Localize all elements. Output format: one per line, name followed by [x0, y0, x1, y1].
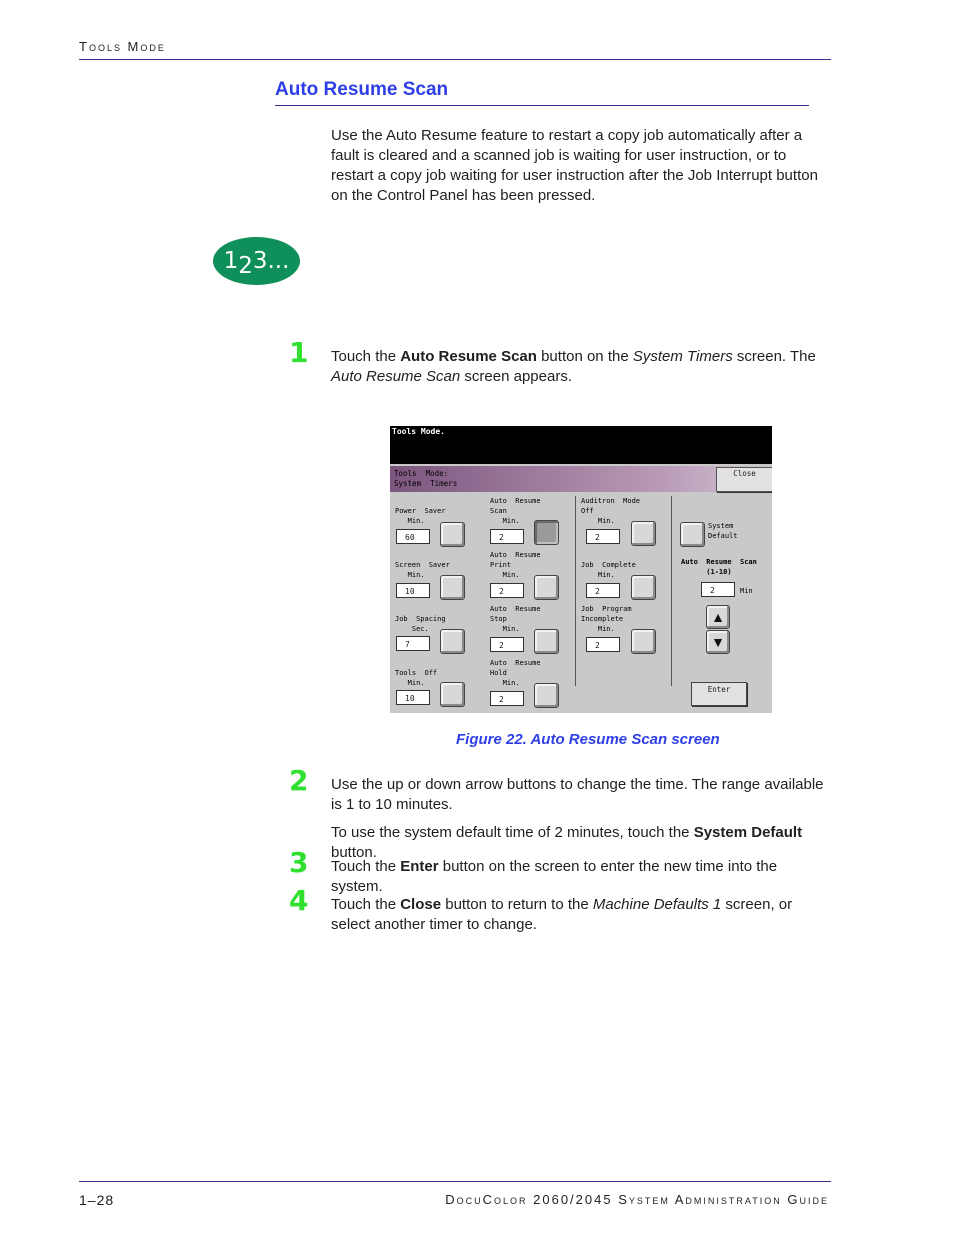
ars-value: 2	[701, 582, 735, 597]
column-divider	[575, 496, 576, 686]
job-spacing-button[interactable]	[440, 629, 465, 654]
screen-saver-button[interactable]	[440, 575, 465, 600]
step-number: 4	[289, 884, 309, 917]
up-arrow-button[interactable]	[706, 605, 730, 629]
auditron-mode-label: Auditron Mode Off Min.	[581, 497, 641, 525]
power-saver-button[interactable]	[440, 522, 465, 547]
tools-off-button[interactable]	[440, 682, 465, 707]
job-spacing-label: Job Spacing Sec.	[395, 615, 446, 633]
job-program-incomplete-button[interactable]	[631, 629, 656, 654]
step-text: Touch the Enter button on the screen to enter the new time into the system.	[331, 858, 778, 895]
auto-resume-scan-label: Auto Resume Scan Min.	[490, 497, 541, 525]
auto-resume-hold-button[interactable]	[534, 683, 559, 708]
step-number: 2	[289, 764, 309, 797]
auto-resume-hold-value: 2	[490, 691, 524, 706]
tools-off-label: Tools Off Min.	[395, 669, 438, 687]
auto-resume-stop-value: 2	[490, 637, 524, 652]
column-divider	[671, 496, 672, 686]
auto-resume-hold-label: Auto Resume Hold Min.	[490, 659, 541, 687]
job-complete-label: Job Complete Min.	[581, 561, 636, 579]
system-default-label: System Default	[708, 522, 738, 540]
footer-guide-title: DocuColor 2060/2045 System Administration Guide	[445, 1192, 829, 1207]
job-complete-value: 2	[586, 583, 620, 598]
down-arrow-button[interactable]	[706, 630, 730, 654]
screen-saver-value: 10	[396, 583, 430, 598]
screen-title-bar: Tools Mode.	[390, 426, 772, 464]
power-saver-label: Power Saver Min.	[395, 507, 446, 525]
auto-resume-stop-label: Auto Resume Stop Min.	[490, 605, 541, 633]
enter-button[interactable]: Enter	[691, 682, 747, 706]
arrow-down-icon: ▼	[711, 634, 725, 650]
job-spacing-value: 7	[396, 636, 430, 651]
tools-off-value: 10	[396, 690, 430, 705]
power-saver-value: 60	[396, 529, 430, 544]
auto-resume-stop-button[interactable]	[534, 629, 559, 654]
page-number: 1–28	[79, 1192, 115, 1208]
auto-resume-print-button[interactable]	[534, 575, 559, 600]
section-rule	[275, 105, 809, 106]
step-text: Touch the Close button to return to the Machine Defaults 1 screen, or select another timer to change.	[331, 896, 793, 933]
auto-resume-print-label: Auto Resume Print Min.	[490, 551, 541, 579]
step-number: 1	[289, 336, 309, 369]
job-program-incomplete-value: 2	[586, 637, 620, 652]
auto-resume-scan-value: 2	[490, 529, 524, 544]
job-complete-button[interactable]	[631, 575, 656, 600]
step-text: Touch the Auto Resume Scan button on the System Timers screen. The Auto Resume Scan screen appears.	[331, 348, 816, 385]
screen-subtitle-bar: Tools Mode: System Timers	[390, 466, 772, 492]
auto-resume-scan-button[interactable]	[534, 520, 559, 545]
running-header: Tools Mode	[79, 39, 166, 54]
footer-rule	[79, 1181, 831, 1182]
step-number: 3	[289, 846, 309, 879]
job-program-incomplete-label: Job Program Incomplete Min.	[581, 605, 632, 633]
ars-range-label: Auto Resume Scan (1-10)	[681, 558, 757, 576]
intro-paragraph: Use the Auto Resume feature to restart a copy job automatically after a fault is cleared and a scanned job is waiting for user instruction, or to restart a copy job waiting for user instruction after the Job Interrupt button on the Control Panel has been pressed.	[331, 127, 818, 204]
step-text: Use the up or down arrow buttons to change the time. The range available is 1 to 10 minutes.	[331, 776, 824, 813]
step-note: To use the system default time of 2 minutes, touch the System Default button.	[331, 824, 803, 861]
header-rule	[79, 59, 831, 60]
ars-unit: Min	[740, 587, 753, 595]
auditron-mode-value: 2	[586, 529, 620, 544]
figure-caption: Figure 22. Auto Resume Scan screen	[456, 731, 720, 748]
auto-resume-scan-screen	[390, 426, 772, 713]
procedure-badge-icon: 1 2 3...	[213, 237, 300, 285]
auto-resume-print-value: 2	[490, 583, 524, 598]
system-default-button[interactable]	[680, 522, 705, 547]
close-button[interactable]: Close	[716, 467, 772, 492]
screen-saver-label: Screen Saver Min.	[395, 561, 450, 579]
section-title: Auto Resume Scan	[275, 79, 449, 100]
arrow-up-icon: ▲	[711, 609, 725, 625]
auditron-mode-button[interactable]	[631, 521, 656, 546]
